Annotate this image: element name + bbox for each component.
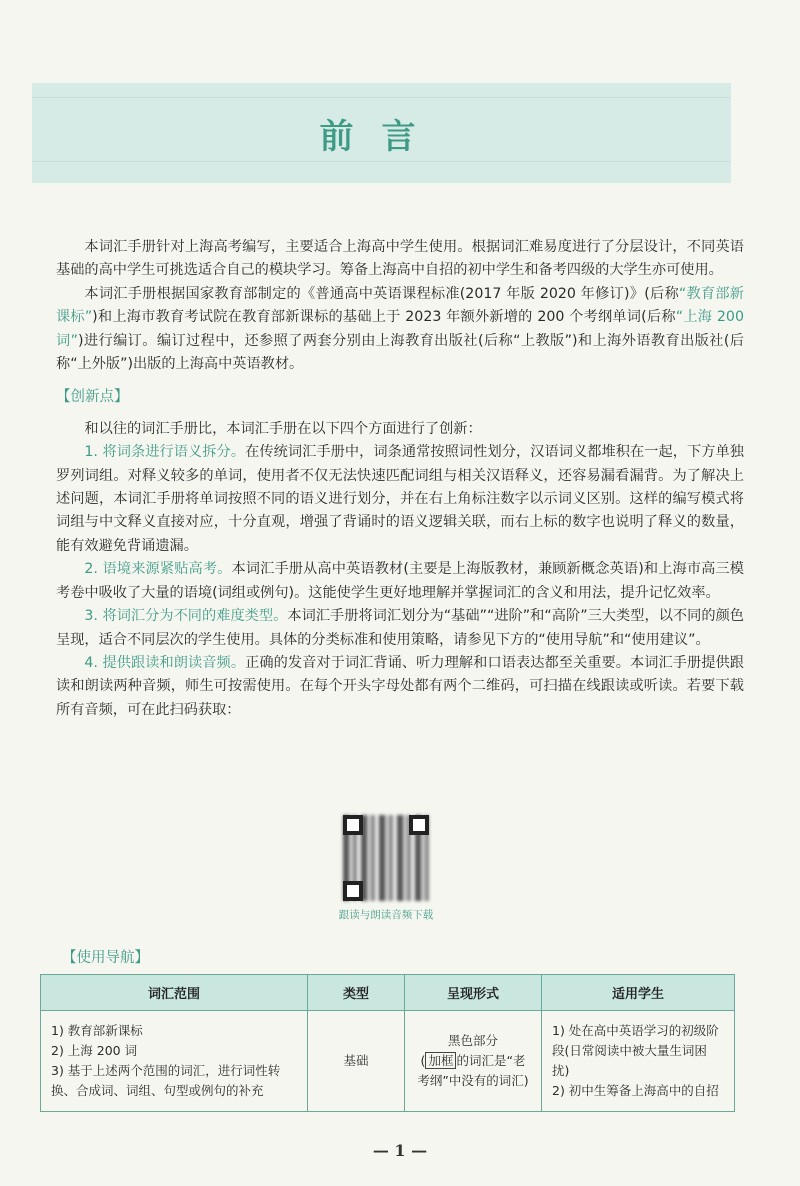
innovation-lead: 和以往的词汇手册比，本词汇手册在以下四个方面进行了创新： [84, 420, 482, 437]
column-header: 词汇范围 [41, 975, 308, 1011]
students-cell: 1) 处在高中英语学习的初级阶段(日常阅读中被大量生词困扰) 2) 初中生筹备上海高中的自招 [542, 1011, 735, 1112]
innovation-item-4: 4. 提供跟读和朗读音频。正确的发音对于词汇背诵、听力理解和口语表达都至关重要。本词汇手册提供跟读和朗读两种音频，师生可按需使用。在每个开头字母处都有两个二维码，可扫描在线跟读或听读。若要下载所有音频，可在此扫码获取： [56, 654, 744, 718]
column-header: 适用学生 [542, 975, 735, 1011]
column-header: 呈现形式 [405, 975, 542, 1011]
qr-finder-icon [343, 815, 363, 835]
navigation-heading: 【使用导航】 [62, 950, 149, 966]
qr-block [333, 815, 439, 922]
page-number: — 1 — [372, 1141, 428, 1160]
qr-caption: 跟读与朗读音频下载 [338, 909, 434, 921]
qr-finder-icon [343, 881, 363, 901]
page-title: 前言 [319, 116, 444, 157]
column-header: 类型 [308, 975, 405, 1011]
table-row [41, 1011, 735, 1112]
innovation-item-1: 1. 将词条进行语义拆分。在传统词汇手册中，词条通常按照词性划分，汉语词义都堆积在一起，下方单独罗列词组。对释义较多的单词，使用者不仅无法快速匹配词组与相关汉语释义，还容易漏看漏背。为了解决上述问题，本词汇手册将单词按照不同的语义进行划分，并在右上角标注数字以示词义区别。这样的编写模式将词组与中文释义直接对应，十分直观，增强了背诵时的语义逻辑关联，而右上标的数字也说明了释义的数量，能有效避免背诵遗漏。 [56, 444, 744, 554]
innovation-heading: 【创新点】 [56, 389, 129, 406]
form-cell: 黑色部分 ( 加框 的词汇是“老考纲”中没有的词汇) [405, 1011, 542, 1112]
qr-finder-icon [409, 815, 429, 835]
scope-cell: 1) 教育部新课标 2) 上海 200 词 3) 基于上述两个范围的词汇，进行词性转换、合成词、词组、句型或例句的补充 [41, 1011, 308, 1112]
intro-paragraph-1: 本词汇手册针对上海高考编写，主要适合上海高中学生使用。根据词汇难易度进行了分层设计，不同英语基础的高中学生可挑选适合自己的模块学习。筹备上海高中自招的初中学生和备考四级的大学生亦可使用。 [56, 239, 744, 279]
innovation-item-3: 3. 将词汇分为不同的难度类型。本词汇手册将词汇划分为“基础”“进阶”和“高阶”三大类型，以不同的颜色呈现，适合不同层次的学生使用。具体的分类标准和使用策略，请参见下方的“使用导航”和“使用建议”。 [56, 608, 744, 648]
innovation-item-2: 2. 语境来源紧贴高考。本词汇手册从高中英语教材(主要是上海版教材，兼顾新概念英语)和上海市高三模考卷中吸收了大量的语境(词组或例句)。这能使学生更好地理解并掌握词汇的含义和用法，提升记忆效率。 [56, 561, 744, 601]
type-cell: 基础 [308, 1011, 405, 1112]
intro-paragraph-2: 本词汇手册根据国家教育部制定的《普通高中英语课程标准(2017 年版 2020 年修订)》(后称“教育部新课标”)和上海市教育考试院在教育部新课标的基础上于 2023 年额外新增的 200 个考纲单词(后称“上海 200 词”)进行编订。编订过程中，还参照了两套分别由上海教育出版社(后称“上教版”)和上海外语教育出版社(后称“上外版”)出版的上海高中英语教材。 [56, 285, 744, 373]
navigation-table [40, 974, 735, 1112]
table-header-row [41, 975, 735, 1011]
boxed-label: 加框 [425, 1052, 456, 1069]
title-banner [32, 83, 731, 183]
body-text [56, 236, 744, 722]
